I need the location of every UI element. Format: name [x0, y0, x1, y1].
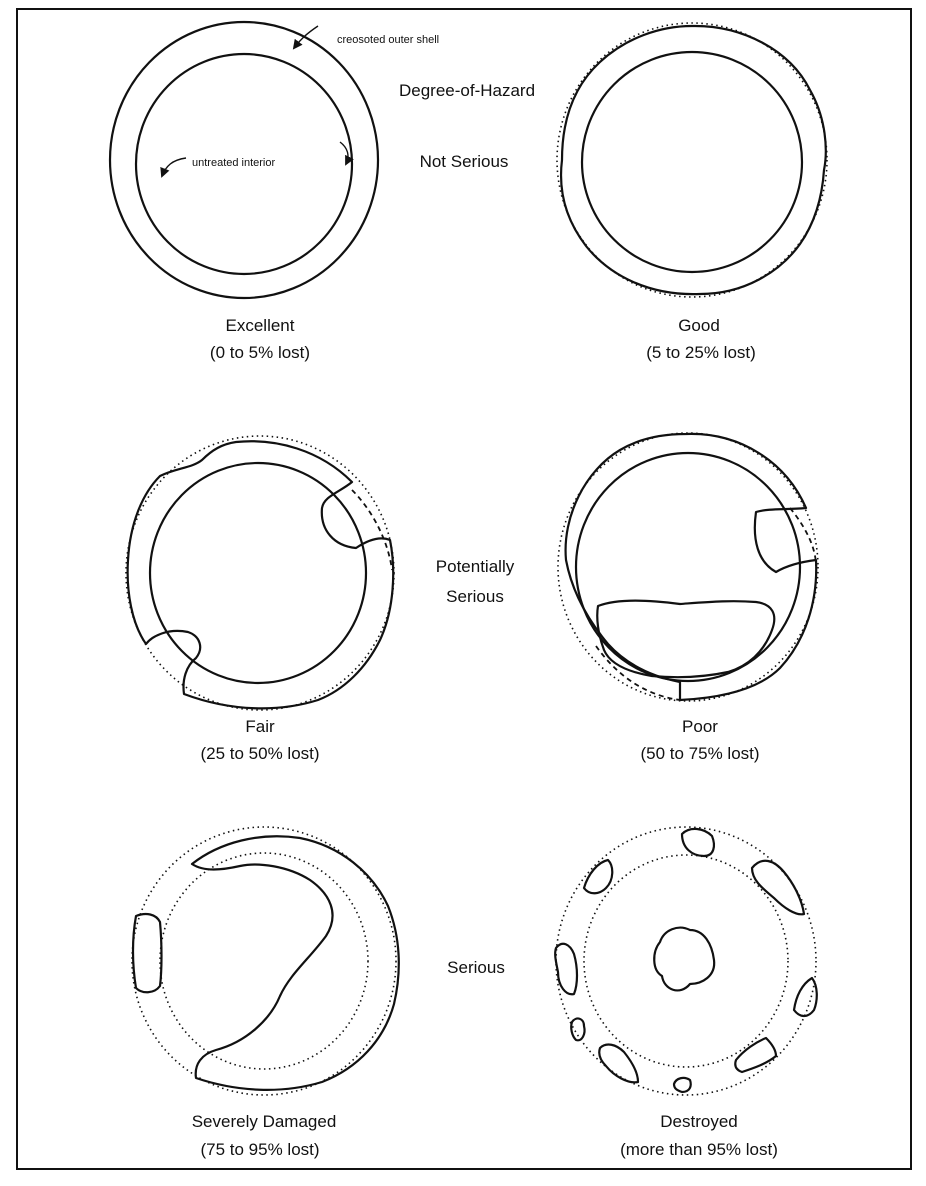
original-outline [558, 433, 818, 701]
caption-condition: Destroyed [660, 1112, 738, 1131]
shell-fragment [682, 829, 714, 856]
interior-annotation: untreated interior [192, 157, 276, 169]
interior-ring [582, 52, 802, 272]
caption-condition: Fair [245, 717, 275, 736]
caption-range: (0 to 5% lost) [209, 343, 311, 362]
outer-shell-eroded [561, 26, 826, 294]
caption-condition: Poor [682, 717, 718, 736]
outer-shell-annotation: creosoted outer shell [337, 34, 440, 46]
interior-arrow-right [340, 142, 348, 164]
caption-range: (75 to 95% lost) [200, 1140, 320, 1159]
caption-condition: Excellent [225, 316, 295, 335]
caption-range: (25 to 50% lost) [200, 744, 320, 763]
caption-condition: Severely Damaged [191, 1112, 337, 1131]
pole-section-good [557, 23, 827, 297]
caption-range: (more than 95% lost) [620, 1140, 778, 1159]
hazard-level-serious: Serious [447, 958, 505, 977]
shell-fragment [674, 1078, 691, 1092]
interior-arrow-left [162, 158, 186, 176]
original-interior-outline [160, 853, 368, 1069]
original-outline [126, 436, 394, 710]
original-outline-dashed-right [790, 508, 816, 566]
decay-pocket [597, 601, 774, 678]
hazard-level-potentially: Potentially [435, 557, 515, 576]
remaining-shell [192, 836, 399, 1090]
caption-range: (5 to 25% lost) [646, 343, 756, 362]
pole-section-severely-damaged [132, 827, 399, 1095]
pole-section-poor [558, 433, 818, 701]
hazard-level-not-serious: Not Serious [419, 152, 509, 171]
shell-fragment [752, 861, 804, 915]
shell-fragment [584, 860, 612, 893]
hazard-heading: Degree-of-Hazard [398, 81, 536, 100]
original-outline [132, 827, 396, 1095]
core-remnant [654, 928, 714, 991]
original-interior-outline [584, 855, 788, 1067]
outer-shell-remnant [566, 434, 817, 700]
interior-ring [150, 463, 366, 683]
shell-fragment [133, 914, 162, 992]
caption-condition: Good [678, 316, 720, 335]
shell-fragment [555, 944, 577, 995]
caption-range: (50 to 75% lost) [640, 744, 760, 763]
shell-fragment [794, 978, 817, 1016]
pole-section-fair [126, 436, 394, 710]
shell-fragment [571, 1019, 584, 1041]
outer-shell-remnant [128, 441, 394, 708]
shell-fragment [735, 1038, 776, 1072]
hazard-level-potentially-serious: Serious [446, 587, 504, 606]
pole-section-destroyed [555, 827, 817, 1095]
